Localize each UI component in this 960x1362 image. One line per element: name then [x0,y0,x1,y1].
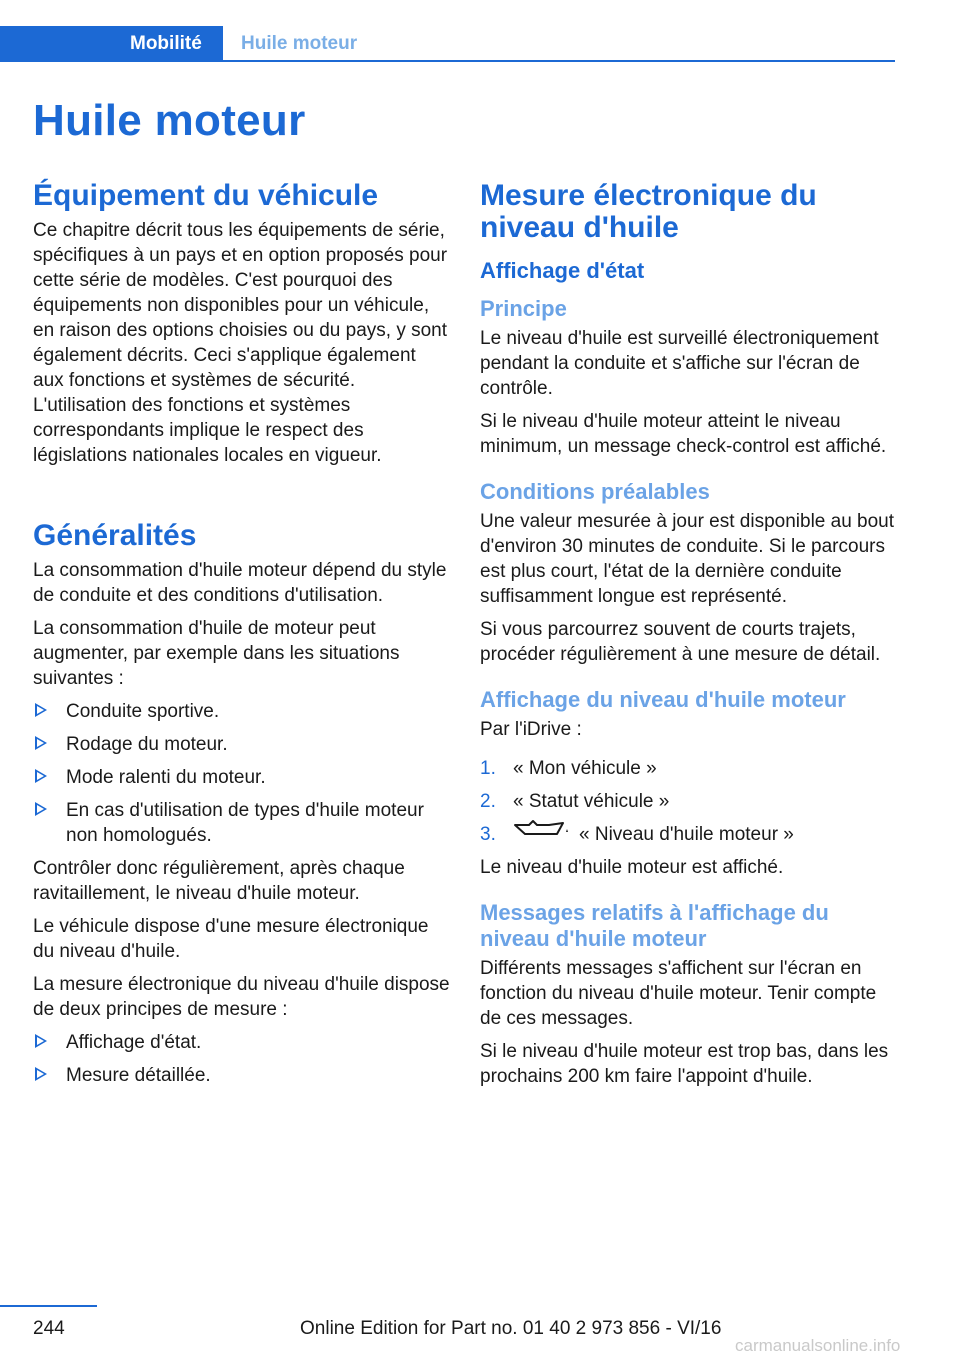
list-item: Mode ralenti du moteur. [33,765,451,790]
tab-mobilite[interactable]: Mobilité [0,26,223,62]
paragraph: Si le niveau d'huile moteur est trop bas, dans les prochains 200 km faire l'appoint d'huile. [480,1041,889,1087]
list-item: 3. « Niveau d'huile moteur » [480,822,898,847]
bullet-list [33,699,451,848]
triangle-bullet-icon [35,703,47,717]
paragraph: Le niveau d'huile est surveillé électroniquement pendant la conduite et s'affiche sur l'écran de contrôle. [480,328,879,399]
paragraph: Si vous parcourrez souvent de courts trajets, procéder régulièrement à une mesure de détail. [480,619,881,665]
triangle-bullet-icon [35,802,47,816]
page-title: Huile moteur [33,96,306,145]
paragraph: Le niveau d'huile moteur est affiché. [480,857,784,878]
footer-rule [0,1305,97,1307]
list-item: 1. « Mon véhicule » [480,758,657,779]
list-item: Conduite sportive. [33,699,451,724]
left-column [33,180,451,1096]
page-number: 244 [33,1318,65,1339]
paragraph: Différents messages s'affichent sur l'écran en fonction du niveau d'huile moteur. Tenir compte de ces messages. [480,958,877,1029]
triangle-bullet-icon [35,1067,47,1081]
list-item: Affichage d'état. [33,1030,451,1055]
paragraph: La consommation d'huile moteur dépend du style de conduite et des conditions d'utilisation. [33,560,447,606]
edition-note: Online Edition for Part no. 01 40 2 973 856 - VI/16 [300,1318,722,1339]
section-title-mesure: Mesure électronique du niveau d'huile [480,179,817,244]
oil-can-icon [513,819,571,846]
heading-conditions: Conditions préalables [480,479,710,504]
list-item: Rodage du moteur. [33,732,451,757]
triangle-bullet-icon [35,1034,47,1048]
numbered-list [480,756,898,847]
tab-huile-moteur[interactable]: Huile moteur [241,33,358,54]
paragraph: La mesure électronique du niveau d'huile dispose de deux principes de mesure : [33,974,450,1020]
paragraph: Ce chapitre décrit tous les équipements de série, spécifiques à un pays et en option proposés pour cette série de modèles. C'est pourquoi des équipements non disponibles pour un véhicule, en raison des options choisies ou du pays, y sont également décrits. Ceci s'applique également aux fonctions et systèmes de sécurité. L'utilisation des fonctions et systèmes correspondants implique le respect des législations nationales locales en vigueur. [33,220,448,466]
paragraph: Une valeur mesurée à jour est disponible au bout d'environ 30 minutes de conduite. Si le parcours est plus court, l'état de la dernière conduite suffisamment longue est représenté. [480,511,895,607]
subsection-title-affichage-etat: Affichage d'état [480,258,645,283]
list-item: En cas d'utilisation de types d'huile moteur non homologués. [33,798,451,848]
heading-principe: Principe [480,296,567,321]
paragraph: Contrôler donc régulièrement, après chaque ravitaillement, le niveau d'huile moteur. [33,858,405,904]
header-bar [0,26,895,62]
watermark: carmanualsonline.info [735,1336,901,1355]
paragraph: Si le niveau d'huile moteur atteint le niveau minimum, un message check-control est affiché. [480,411,887,457]
bullet-list [33,1030,451,1088]
triangle-bullet-icon [35,736,47,750]
section-title-generalites: Généralités [33,519,197,552]
heading-messages: Messages relatifs à l'affichage du niveau d'huile moteur [480,900,829,951]
paragraph: Le véhicule dispose d'une mesure électronique du niveau d'huile. [33,916,429,962]
list-item: 2. « Statut véhicule » [480,791,670,812]
paragraph: La consommation d'huile de moteur peut augmenter, par exemple dans les situations suivantes : [33,618,400,689]
section-title-equipement: Équipement du véhicule [33,179,379,212]
heading-affichage-niveau: Affichage du niveau d'huile moteur [480,687,846,712]
right-column [480,180,898,1097]
list-item: Mesure détaillée. [33,1063,451,1088]
paragraph: Par l'iDrive : [480,719,582,740]
triangle-bullet-icon [35,769,47,783]
